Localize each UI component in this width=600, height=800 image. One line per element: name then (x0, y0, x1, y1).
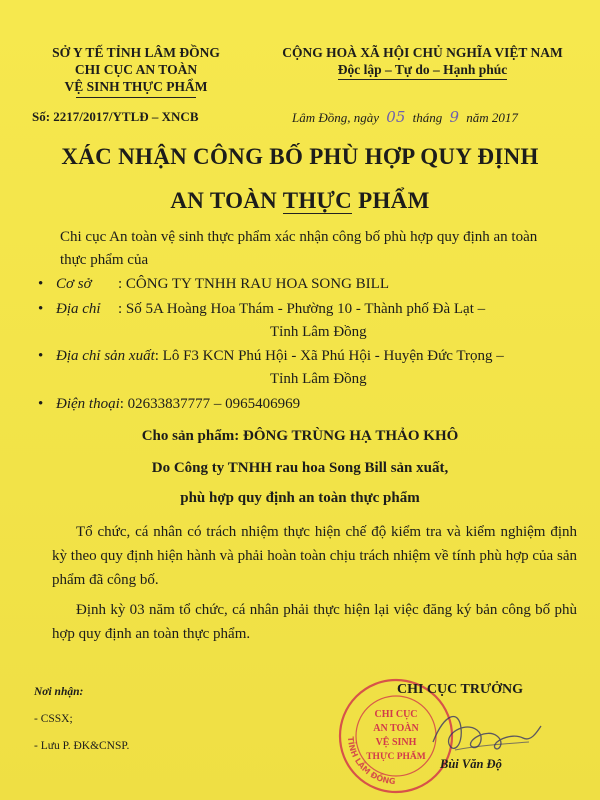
document-title-line1: XÁC NHẬN CÔNG BỐ PHÙ HỢP QUY ĐỊNH (61, 144, 539, 169)
bullet-mark: • (38, 301, 44, 317)
stamp-text-line4: THỰC PHẨM (366, 752, 426, 762)
recipient-item-1: - CSSX; (34, 713, 73, 725)
production-address-label: Địa chỉ sản xuất (56, 348, 155, 364)
date-place-prefix: Lâm Đồng, ngày (292, 110, 380, 125)
stamp-inner-ring (356, 696, 436, 776)
title-part3: PHẨM (352, 188, 430, 213)
production-address-row (38, 345, 578, 391)
renewal-paragraph: Định kỳ 03 năm tổ chức, cá nhân phải thực hiện lại việc đăng ký bản công bố phù hợp quy định an toàn thực phẩm. (52, 602, 577, 642)
bullet-mark: • (38, 276, 44, 292)
facility-value: : CÔNG TY TNHH RAU HOA SONG BILL (118, 276, 389, 292)
bullet-mark: • (38, 396, 44, 412)
product-name: Cho sản phẩm: ĐÔNG TRÙNG HẠ THẢO KHÔ (141, 428, 459, 444)
agency-name-line1: CHI CỤC AN TOÀN (74, 62, 198, 77)
document-title-line2 (0, 188, 600, 214)
address-row (38, 298, 578, 344)
compliance-line: phù hợp quy định an toàn thực phẩm (180, 490, 420, 506)
agency-underline (76, 97, 196, 98)
address-value: : Số 5A Hoàng Hoa Thám - Phường 10 - Thành phố Đà Lạt – (118, 301, 486, 317)
stamp-text-line1: CHI CỤC (374, 709, 418, 720)
signer-name: Bùi Văn Độ (440, 757, 502, 771)
phone-row (38, 393, 578, 416)
manufacturer-line: Do Công ty TNHH rau hoa Song Bill sản xuất, (151, 460, 449, 476)
national-motto: Độc lập – Tự do – Hạnh phúc (338, 61, 508, 80)
handwritten-signature (425, 702, 545, 762)
issue-date (292, 108, 518, 126)
stamp-ring-text: TỈNH LÂM ĐỒNG (345, 736, 396, 787)
phone-label: Điện thoại (56, 396, 120, 412)
agency-name-line2: VỆ SINH THỰC PHẨM (64, 79, 208, 94)
stamp-text-line2: AN TOÀN (373, 723, 419, 734)
production-address-continuation: Tỉnh Lâm Đồng (270, 371, 367, 387)
bullet-mark: • (38, 348, 44, 364)
title-part1: AN TOÀN (170, 188, 283, 213)
recipient-item-2: - Lưu P. ĐK&CNSP. (34, 740, 130, 752)
signer-title: CHI CỤC TRƯỞNG (396, 682, 523, 697)
facility-row (38, 273, 578, 296)
intro-paragraph: Chi cục An toàn vệ sinh thực phẩm xác nhận công bố phù hợp quy định an toàn thực phẩm của (60, 229, 538, 268)
address-continuation: Tỉnh Lâm Đồng (270, 324, 367, 340)
date-day: 05 (386, 108, 406, 126)
date-year: năm 2017 (466, 110, 518, 125)
date-month: 9 (449, 108, 460, 126)
issuing-agency-header (20, 44, 252, 98)
date-month-label: tháng (412, 110, 443, 125)
national-header (255, 44, 590, 80)
facility-label: Cơ sở (56, 276, 92, 292)
production-address-value: : Lô F3 KCN Phú Hội - Xã Phú Hội - Huyện Đức Trọng – (154, 348, 504, 364)
agency-department: SỞ Y TẾ TỈNH LÂM ĐỒNG (52, 45, 220, 60)
stamp-text-line3: VỆ SINH (375, 737, 417, 748)
responsibility-paragraph: Tổ chức, cá nhân có trách nhiệm thực hiện chế độ kiểm tra và kiểm nghiệm định kỳ theo quy định hiện hành và phải hoàn toàn chịu trách nhiệm về tính phù hợp của sản phẩm đã công bố. (52, 524, 577, 588)
recipients-title: Nơi nhận: (34, 686, 84, 698)
phone-value: : 02633837777 – 0965406969 (119, 396, 301, 412)
country-name: CỘNG HOÀ XÃ HỘI CHỦ NGHĨA VIỆT NAM (282, 45, 563, 60)
title-part2: THỰC (282, 188, 353, 213)
address-label: Địa chỉ (56, 301, 101, 317)
document-number: Số: 2217/2017/YTLĐ – XNCB (32, 109, 199, 124)
